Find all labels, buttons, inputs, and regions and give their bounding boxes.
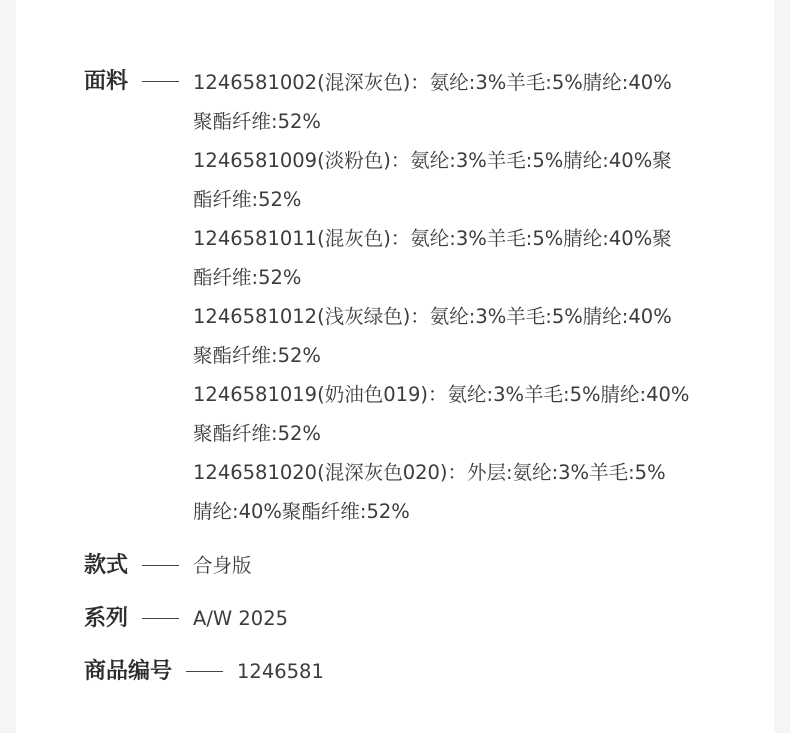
fabric-line: 1246581012(浅灰绿色)：氨纶:3%羊毛:5%腈纶:40% (193, 305, 672, 328)
divider-dash (186, 671, 223, 672)
fabric-line: 聚酯纤维:52% (193, 110, 321, 133)
fabric-line: 酯纤维:52% (193, 266, 302, 289)
fabric-row (84, 68, 689, 531)
product-number-row (84, 658, 324, 686)
divider-dash (142, 81, 179, 82)
fit-row (84, 552, 252, 580)
fabric-line: 酯纤维:52% (193, 188, 302, 211)
series-label: 系列 (84, 606, 129, 631)
product-number-label: 商品编号 (84, 659, 173, 684)
fabric-line: 聚酯纤维:52% (193, 422, 321, 445)
fit-value: 合身版 (193, 554, 252, 577)
fabric-line: 1246581019(奶油色019)：氨纶:3%羊毛:5%腈纶:40% (193, 383, 690, 406)
fabric-composition (193, 63, 689, 531)
fit-label: 款式 (84, 553, 129, 578)
fabric-line: 1246581002(混深灰色)：氨纶:3%羊毛:5%腈纶:40% (193, 71, 672, 94)
fabric-line: 聚酯纤维:52% (193, 344, 321, 367)
divider-dash (142, 565, 179, 566)
divider-dash (142, 618, 179, 619)
fabric-line: 1246581009(淡粉色)：氨纶:3%羊毛:5%腈纶:40%聚 (193, 149, 672, 172)
fabric-line: 1246581020(混深灰色020)：外层:氨纶:3%羊毛:5% (193, 461, 666, 484)
fabric-line: 1246581011(混灰色)：氨纶:3%羊毛:5%腈纶:40%聚 (193, 227, 672, 250)
series-row (84, 605, 288, 633)
product-details-card (16, 0, 774, 733)
fabric-line: 腈纶:40%聚酯纤维:52% (193, 500, 410, 523)
fabric-label: 面料 (84, 69, 129, 94)
product-number-value: 1246581 (237, 660, 324, 683)
series-value: A/W 2025 (193, 607, 289, 630)
